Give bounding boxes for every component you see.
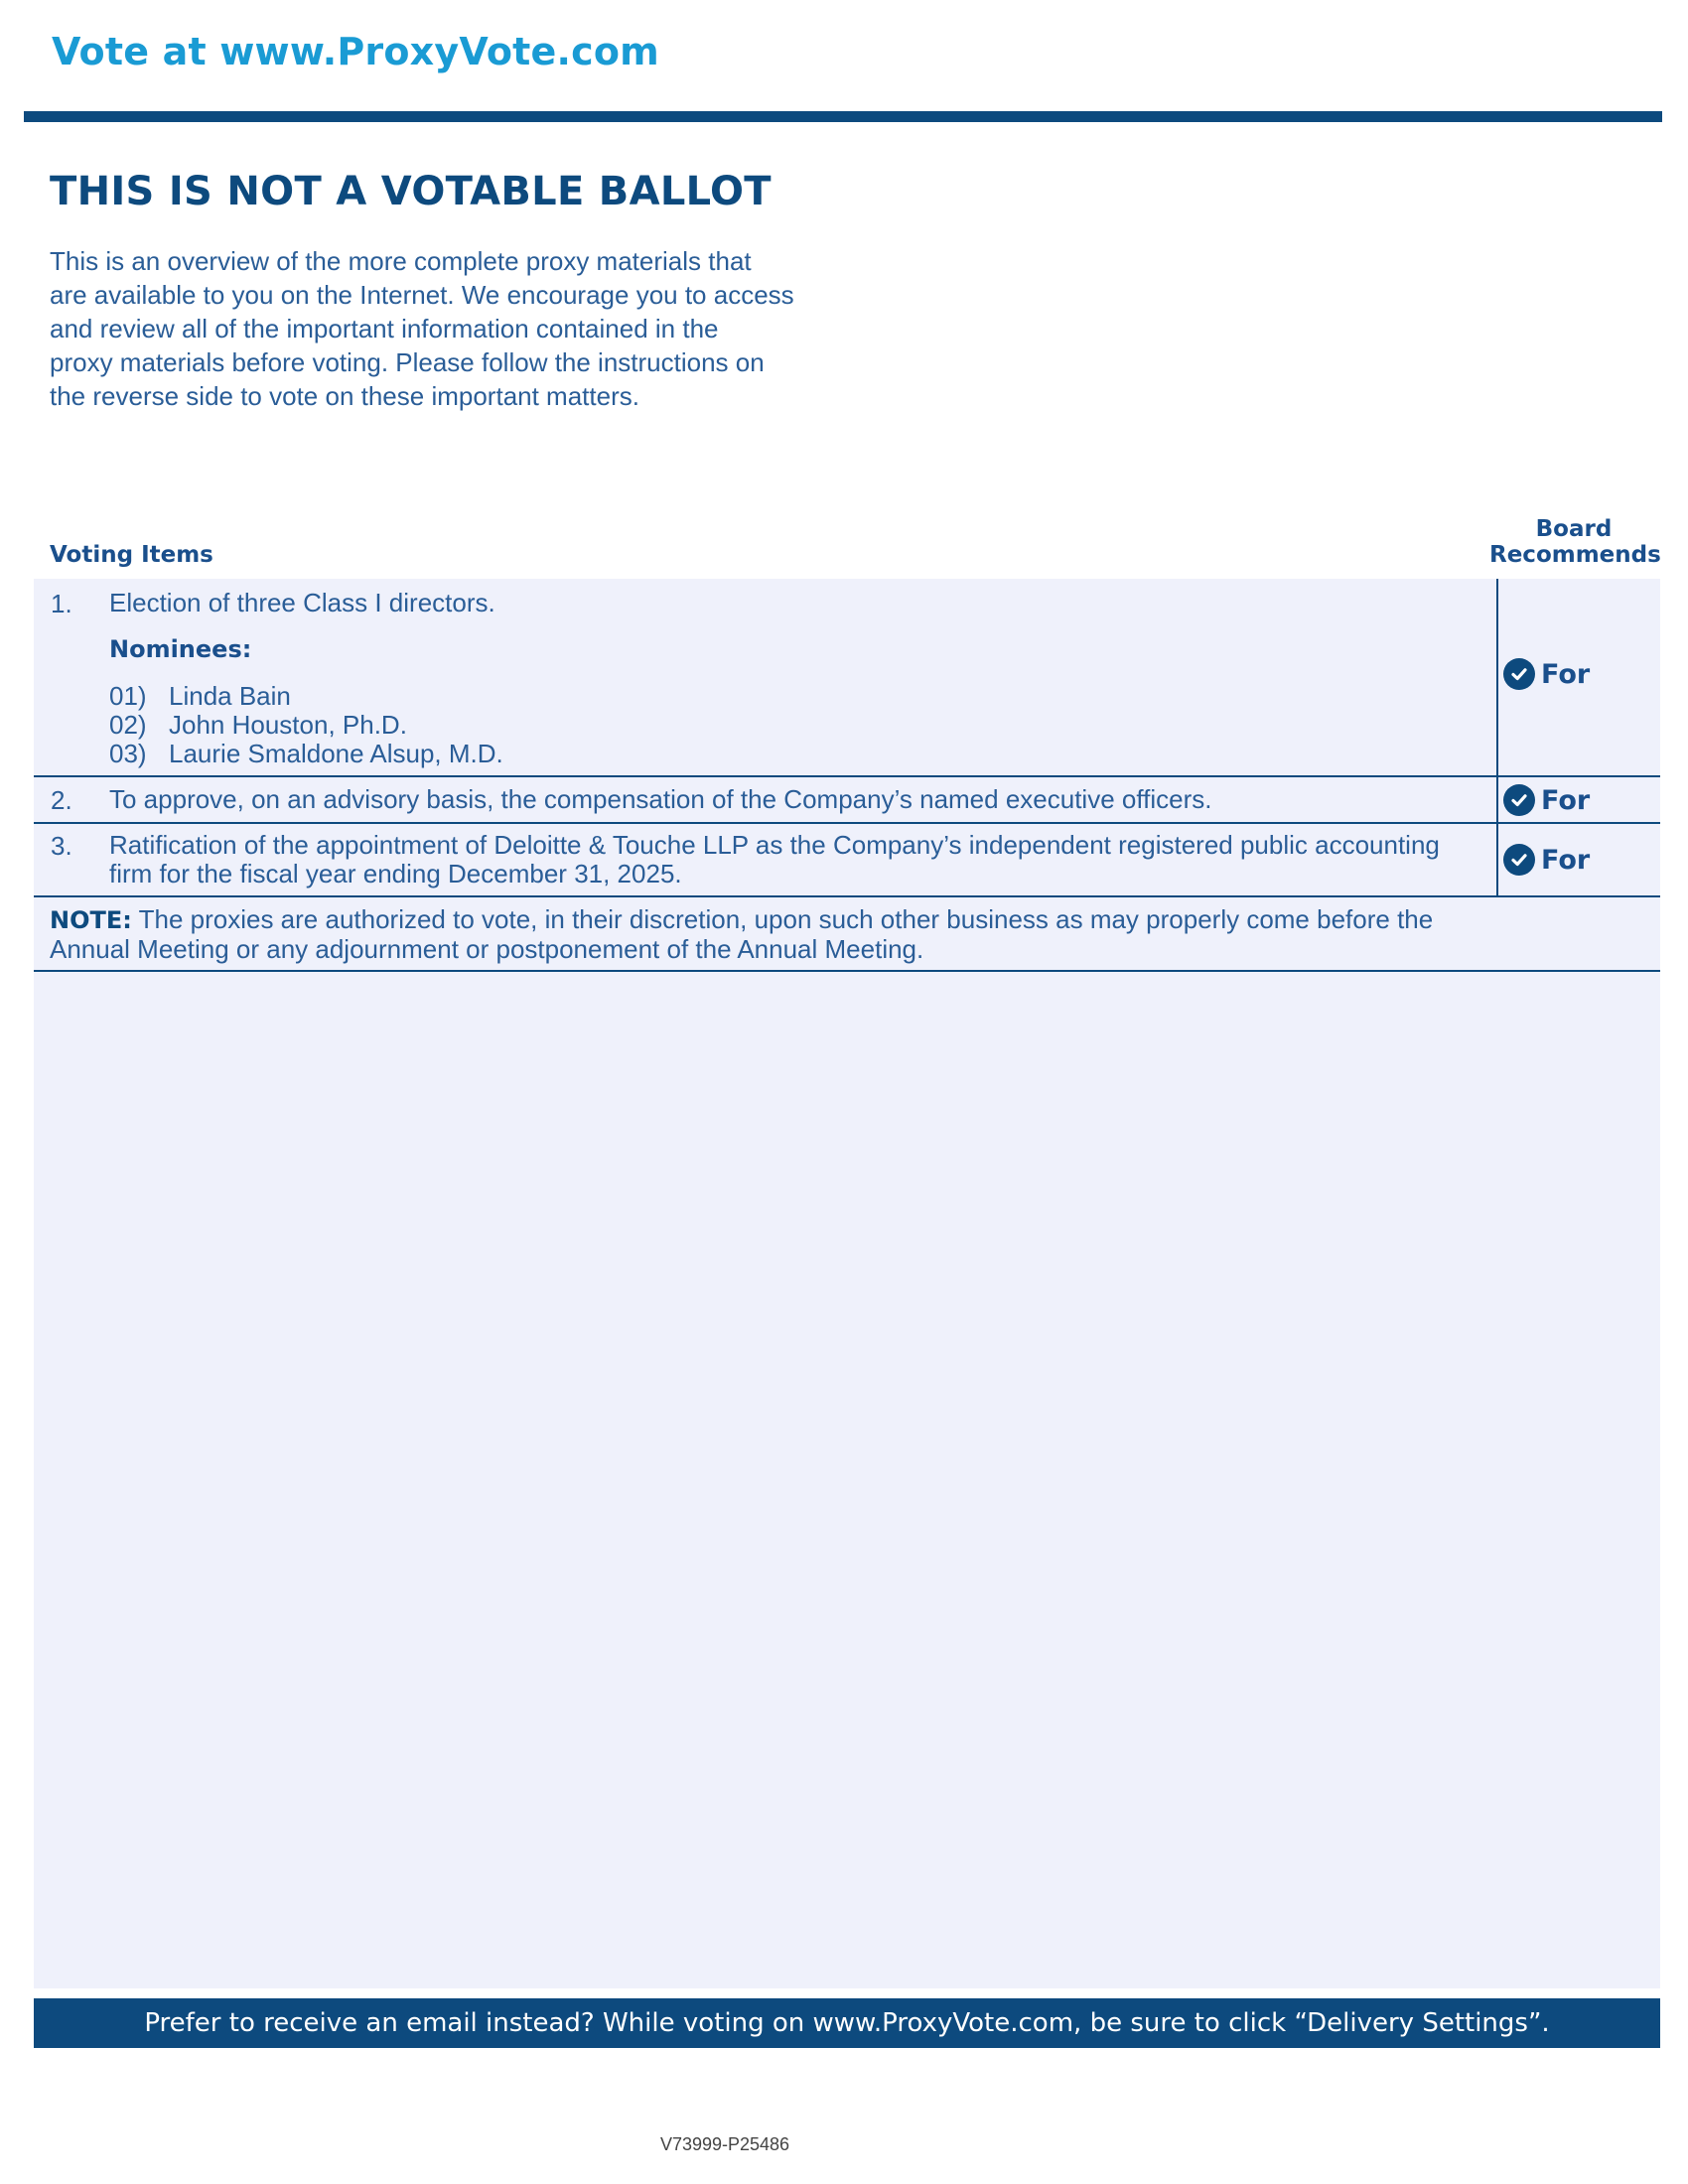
check-circle-icon — [1503, 658, 1535, 690]
item-number: 2. — [51, 785, 72, 815]
nominee-item — [109, 710, 407, 741]
check-circle-icon — [1503, 844, 1535, 876]
intro-line: This is an overview of the more complete proxy materials that — [50, 246, 752, 276]
voting-item-1 — [34, 579, 1660, 777]
intro-line: and review all of the important information contained in the — [50, 314, 719, 343]
nominee-name: Linda Bain — [169, 681, 291, 711]
footer-banner-text: Prefer to receive an email instead? While voting on www.ProxyVote.com, be sure to click “Delivery Settings”. — [144, 2008, 1550, 2038]
item-text: To approve, on an advisory basis, the compensation of the Company’s named executive officers. — [109, 784, 1212, 814]
page-title: THIS IS NOT A VOTABLE BALLOT — [50, 169, 772, 214]
note-text — [50, 905, 1509, 964]
nominee-item — [109, 681, 291, 712]
voting-items-header: Voting Items — [50, 542, 213, 568]
column-divider — [1496, 579, 1498, 775]
check-circle-icon — [1503, 784, 1535, 816]
note-row — [34, 897, 1660, 972]
nominee-name: Laurie Smaldone Alsup, M.D. — [169, 739, 503, 768]
intro-line: are available to you on the Internet. We encourage you to access — [50, 280, 794, 310]
document-code: V73999-P25486 — [659, 2134, 790, 2154]
recommendation — [1503, 658, 1590, 690]
column-divider — [1496, 824, 1498, 895]
nominees-label: Nominees: — [109, 635, 252, 663]
intro-paragraph — [50, 244, 844, 413]
voting-item-2 — [34, 777, 1660, 824]
item-text-line: Ratification of the appointment of Deloitte & Touche LLP as the Company’s independent registered public accounting — [109, 830, 1440, 860]
board-recommends-line2: Recommends — [1489, 542, 1661, 568]
nominee-code: 01) — [109, 681, 147, 711]
nominee-code: 02) — [109, 710, 147, 740]
footer-banner — [34, 1998, 1660, 2048]
recommendation-label: For — [1541, 658, 1591, 690]
note-line: Annual Meeting or any adjournment or postponement of the Annual Meeting. — [50, 934, 924, 964]
note-line: The proxies are authorized to vote, in their discretion, upon such other business as may properly come before the — [131, 904, 1434, 934]
note-label: NOTE: — [50, 906, 132, 934]
nominee-code: 03) — [109, 739, 147, 768]
item-number: 1. — [51, 589, 72, 618]
recommendation-label: For — [1541, 844, 1591, 876]
recommendation-label: For — [1541, 784, 1591, 816]
recommendation — [1503, 784, 1590, 816]
item-text-line: firm for the fiscal year ending December 31, 2025. — [109, 859, 682, 888]
intro-line: proxy materials before voting. Please follow the instructions on — [50, 347, 765, 377]
header-divider — [24, 111, 1662, 122]
item-number: 3. — [51, 831, 72, 861]
recommendation — [1503, 844, 1590, 876]
board-recommends-header — [1489, 516, 1661, 568]
column-divider — [1496, 777, 1498, 822]
intro-line: the reverse side to vote on these important matters. — [50, 381, 639, 411]
item-text: Election of three Class I directors. — [109, 588, 495, 617]
header-url: Vote at www.ProxyVote.com — [52, 30, 659, 73]
voting-item-3 — [34, 824, 1660, 897]
board-recommends-line1: Board — [1535, 516, 1613, 542]
item-text — [109, 831, 1489, 888]
nominee-name: John Houston, Ph.D. — [169, 710, 407, 740]
nominee-item — [109, 739, 503, 769]
